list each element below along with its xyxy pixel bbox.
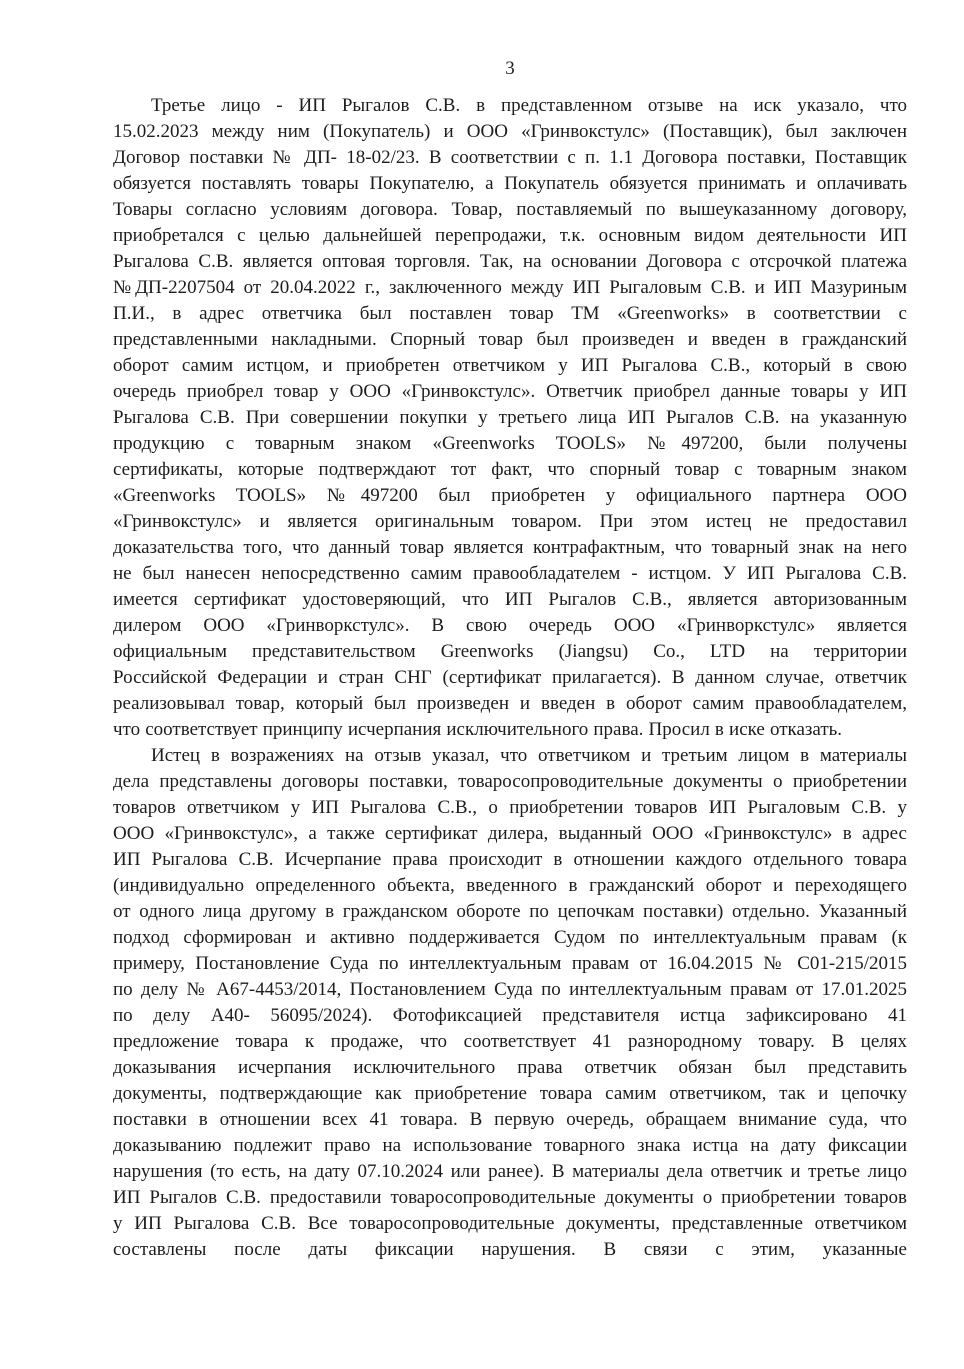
paragraph <box>113 743 907 1263</box>
text-line: очередь приобрел товар у ООО «Гринвокстулс». Ответчик приобрел данные товары у ИП <box>113 381 907 402</box>
text-line: дела представлены договоры поставки, товаросопроводительные документы о приобретении <box>113 771 907 792</box>
text-line: Договор поставки № ДП- 18-02/23. В соответствии с п. 1.1 Договора поставки, Поставщик <box>113 147 907 168</box>
text-line: доказательства того, что данный товар является контрафактным, что товарный знак на него <box>113 537 907 558</box>
text-line: сертификаты, которые подтверждают тот факт, что спорный товар с товарным знаком <box>113 459 907 480</box>
text-line: «Гринвокстулс» и является оригинальным товаром. При этом истец не предоставил <box>113 511 907 532</box>
text-line: у ИП Рыгалова С.В. Все товаросопроводительные документы, представленные ответчиком <box>113 1213 907 1234</box>
text-line: Рыгалова С.В. является оптовая торговля. Так, на основании Договора с отсрочкой платежа <box>113 251 907 272</box>
paragraph <box>113 93 907 743</box>
text-line: (индивидуально определенного объекта, введенного в гражданский оборот и переходящего <box>113 875 907 896</box>
text-line: обязуется поставлять товары Покупателю, а Покупатель обязуется принимать и оплачивать <box>113 173 907 194</box>
text-line: составлены после даты фиксации нарушения. В связи с этим, указанные <box>113 1239 907 1260</box>
text-line: продукцию с товарным знаком «Greenworks TOOLS» №497200, были получены <box>113 433 907 454</box>
text-line: нарушения (то есть, на дату 07.10.2024 или ранее). В материалы дела ответчик и третье лицо <box>113 1161 907 1182</box>
text-line: оборот самим истцом, и приобретен ответчиком у ИП Рыгалова С.В., который в свою <box>113 355 907 376</box>
text-line: Товары согласно условиям договора. Товар, поставляемый по вышеуказанному договору, <box>113 199 907 220</box>
text-line: П.И., в адрес ответчика был поставлен товар ТМ «Greenworks» в соответствии с <box>113 303 907 324</box>
text-line: официальным представительством Greenworks (Jiangsu) Co., LTD на территории <box>113 641 907 662</box>
text-line: 15.02.2023 между ним (Покупатель) и ООО «Гринвокстулс» (Поставщик), был заключен <box>113 121 907 142</box>
text-line: не был нанесен непосредственно самим правообладателем - истцом. У ИП Рыгалова С.В. <box>113 563 907 584</box>
text-line: доказывания исчерпания исключительного права ответчик обязан был представить <box>113 1057 907 1078</box>
document-body <box>113 93 907 1263</box>
text-line: Рыгалова С.В. При совершении покупки у третьего лица ИП Рыгалов С.В. на указанную <box>113 407 907 428</box>
text-line: дилером ООО «Гринворкстулс». В свою очередь ООО «Гринворкстулс» является <box>113 615 907 636</box>
text-line: ИП Рыгалов С.В. предоставили товаросопроводительные документы о приобретении товаров <box>113 1187 907 1208</box>
text-line: от одного лица другому в гражданском обороте по цепочкам поставки) отдельно. Указанный <box>113 901 907 922</box>
text-line: товаров ответчиком у ИП Рыгалова С.В., о приобретении товаров ИП Рыгаловым С.В. у <box>113 797 907 818</box>
text-line: имеется сертификат удостоверяющий, что ИП Рыгалов С.В., является авторизованным <box>113 589 907 610</box>
text-line: ООО «Гринвокстулс», а также сертификат дилера, выданный ООО «Гринвокстулс» в адрес <box>113 823 907 844</box>
text-line: Российской Федерации и стран СНГ (сертификат прилагается). В данном случае, ответчик <box>113 667 907 688</box>
text-line: представленными накладными. Спорный товар был произведен и введен в гражданский <box>113 329 907 350</box>
text-line: по делу А40- 56095/2024). Фотофиксацией представителя истца зафиксировано 41 <box>113 1005 907 1026</box>
page-number: 3 <box>505 58 515 79</box>
text-line: примеру, Постановление Суда по интеллектуальным правам от 16.04.2015 № С01-215/2015 <box>113 953 907 974</box>
text-line: «Greenworks TOOLS» №497200 был приобретен у официального партнера ООО <box>113 485 907 506</box>
text-line: приобретался с целью дальнейшей перепродажи, т.к. основным видом деятельности ИП <box>113 225 907 246</box>
text-line: предложение товара к продаже, что соответствует 41 разнородному товару. В целях <box>113 1031 907 1052</box>
text-line: №ДП-2207504 от 20.04.2022 г., заключенного между ИП Рыгаловым С.В. и ИП Мазуриным <box>113 277 907 298</box>
text-line: Третье лицо - ИП Рыгалов С.В. в представленном отзыве на иск указало, что <box>151 95 907 116</box>
text-line: что соответствует принципу исчерпания исключительного права. Просил в иске отказать. <box>113 719 843 740</box>
text-line: по делу № А67-4453/2014, Постановлением Суда по интеллектуальным правам от 17.01.2025 <box>113 979 907 1000</box>
text-line: доказыванию подлежит право на использование товарного знака истца на дату фиксации <box>113 1135 907 1156</box>
text-line: ИП Рыгалова С.В. Исчерпание права происходит в отношении каждого отдельного товара <box>113 849 907 870</box>
text-line: реализовывал товар, который был произведен и введен в оборот самим правообладателем, <box>113 693 907 714</box>
text-line: Истец в возражениях на отзыв указал, что ответчиком и третьим лицом в материалы <box>151 745 907 766</box>
text-line: поставки в отношении всех 41 товара. В первую очередь, обращаем внимание суда, что <box>113 1109 907 1130</box>
text-line: документы, подтверждающие как приобретение товара самим ответчиком, так и цепочку <box>113 1083 907 1104</box>
text-line: подход сформирован и активно поддерживается Судом по интеллектуальным правам (к <box>113 927 907 948</box>
